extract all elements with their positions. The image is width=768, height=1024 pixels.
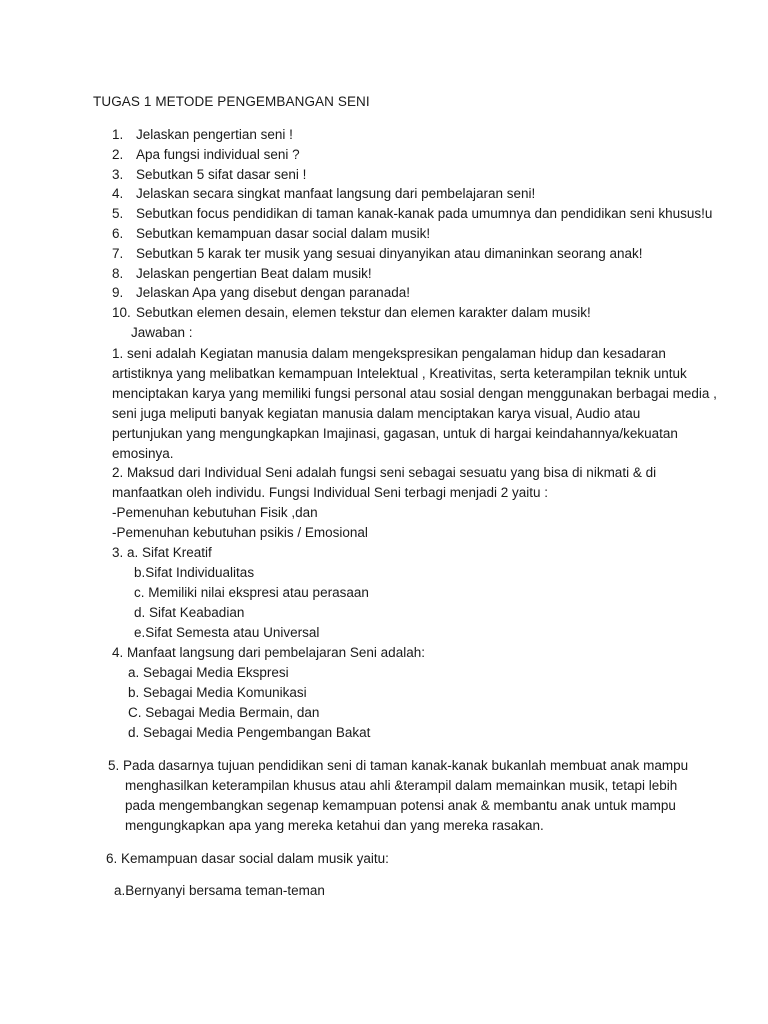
answer-4-item: C. Sebagai Media Bermain, dan — [128, 705, 320, 720]
answer-5-line: menghasilkan keterampilan khusus atau ahli &terampil dalam memainkan musik, tetapi lebih — [125, 778, 678, 793]
answer-6-item: a.Bernyanyi bersama teman-teman — [114, 883, 325, 898]
answer-1 — [112, 344, 717, 464]
question-text: Apa fungsi individual seni ? — [136, 146, 300, 162]
question-number: 9. — [112, 285, 124, 301]
question-item — [112, 283, 732, 303]
answer-2-line: -Pemenuhan kebutuhan psikis / Emosional — [112, 525, 368, 540]
answer-2-line: 2. Maksud dari Individual Seni adalah fungsi seni sebagai sesuatu yang bisa di nikmati & di — [112, 465, 657, 480]
answer-5-line: pada mengembangkan segenap kemampuan potensi anak & membantu anak untuk mampu — [125, 798, 676, 813]
question-item — [112, 303, 732, 323]
question-text: Jelaskan secara singkat manfaat langsung dari pembelajaran seni! — [136, 186, 536, 202]
question-list — [112, 125, 732, 323]
document-title: TUGAS 1 METODE PENGEMBANGAN SENI — [93, 94, 370, 109]
answer-3-list — [134, 563, 369, 643]
answer-4-item: b. Sebagai Media Komunikasi — [128, 685, 307, 700]
question-number: 2. — [112, 146, 124, 162]
answer-2-line: -Pemenuhan kebutuhan Fisik ,dan — [112, 505, 318, 520]
question-item — [112, 204, 732, 224]
answers-heading: Jawaban : — [131, 325, 193, 340]
question-item — [112, 184, 732, 204]
answer-1-line: emosinya. — [112, 446, 174, 461]
answer-2-line: manfaatkan oleh individu. Fungsi Individual Seni terbagi menjadi 2 yaitu : — [112, 485, 549, 500]
question-number: 6. — [112, 225, 124, 241]
question-number: 3. — [112, 166, 124, 182]
answer-2 — [112, 463, 656, 543]
question-number: 7. — [112, 245, 124, 261]
answer-3-first: 3. a. Sifat Kreatif — [112, 545, 212, 560]
question-item — [112, 224, 732, 244]
question-text: Jelaskan pengertian Beat dalam musik! — [136, 265, 372, 281]
question-text: Jelaskan Apa yang disebut dengan paranada! — [136, 285, 410, 301]
question-number: 4. — [112, 186, 124, 202]
question-item — [112, 264, 732, 284]
answer-4-heading: 4. Manfaat langsung dari pembelajaran Seni adalah: — [112, 645, 425, 660]
question-number: 8. — [112, 265, 124, 281]
question-number: 1. — [112, 127, 124, 142]
question-item — [112, 165, 732, 185]
answer-5-body — [125, 776, 677, 836]
question-text: Jelaskan pengertian seni ! — [136, 127, 293, 142]
question-text: Sebutkan 5 karak ter musik yang sesuai dinyanyikan atau dimaninkan seorang anak! — [136, 245, 643, 261]
answer-6-heading: 6. Kemampuan dasar social dalam musik yaitu: — [106, 851, 389, 866]
answer-3-item: b.Sifat Individualitas — [134, 565, 255, 580]
question-text: Sebutkan elemen desain, elemen tekstur dan elemen karakter dalam musik! — [136, 305, 591, 321]
question-item — [112, 244, 732, 264]
answer-3-item: d. Sifat Keabadian — [134, 605, 245, 620]
question-number: 10. — [112, 305, 131, 321]
answer-1-line: artistiknya yang melibatkan kemampuan Intelektual , Kreativitas, serta keterampilan teknik untuk — [112, 366, 687, 381]
question-text: Sebutkan 5 sifat dasar seni ! — [136, 166, 307, 182]
answer-5-first: 5. Pada dasarnya tujuan pendidikan seni di taman kanak-kanak bukanlah membuat anak mampu — [108, 758, 689, 773]
question-item — [112, 125, 732, 145]
answer-1-line: menciptakan karya yang memiliki fungsi personal atau sosial dengan menggunakan berbagai media , — [112, 386, 717, 401]
question-text: Sebutkan kemampuan dasar social dalam musik! — [136, 225, 431, 241]
answer-4-item: a. Sebagai Media Ekspresi — [128, 665, 289, 680]
answer-5-line: mengungkapkan apa yang mereka ketahui dan yang mereka rasakan. — [125, 818, 544, 833]
question-text: Sebutkan focus pendidikan di taman kanak-kanak pada umumnya dan pendidikan seni khusus!u — [136, 206, 713, 222]
answer-1-line: seni juga meliputi banyak kegiatan manusia dalam menciptakan karya visual, Audio atau — [112, 406, 641, 421]
answer-4-item: d. Sebagai Media Pengembangan Bakat — [128, 725, 371, 740]
answer-1-line: 1. seni adalah Kegiatan manusia dalam mengekspresikan pengalaman hidup dan kesadaran — [112, 346, 666, 361]
answer-3-item: e.Sifat Semesta atau Universal — [134, 625, 320, 640]
answer-1-line: pertunjukan yang mengungkapkan Imajinasi, gagasan, untuk di hargai keindahannya/kekuatan — [112, 426, 678, 441]
question-number: 5. — [112, 206, 124, 222]
question-item — [112, 145, 732, 165]
answer-3-item: c. Memiliki nilai ekspresi atau perasaan — [134, 585, 369, 600]
answer-4-list — [128, 663, 370, 743]
